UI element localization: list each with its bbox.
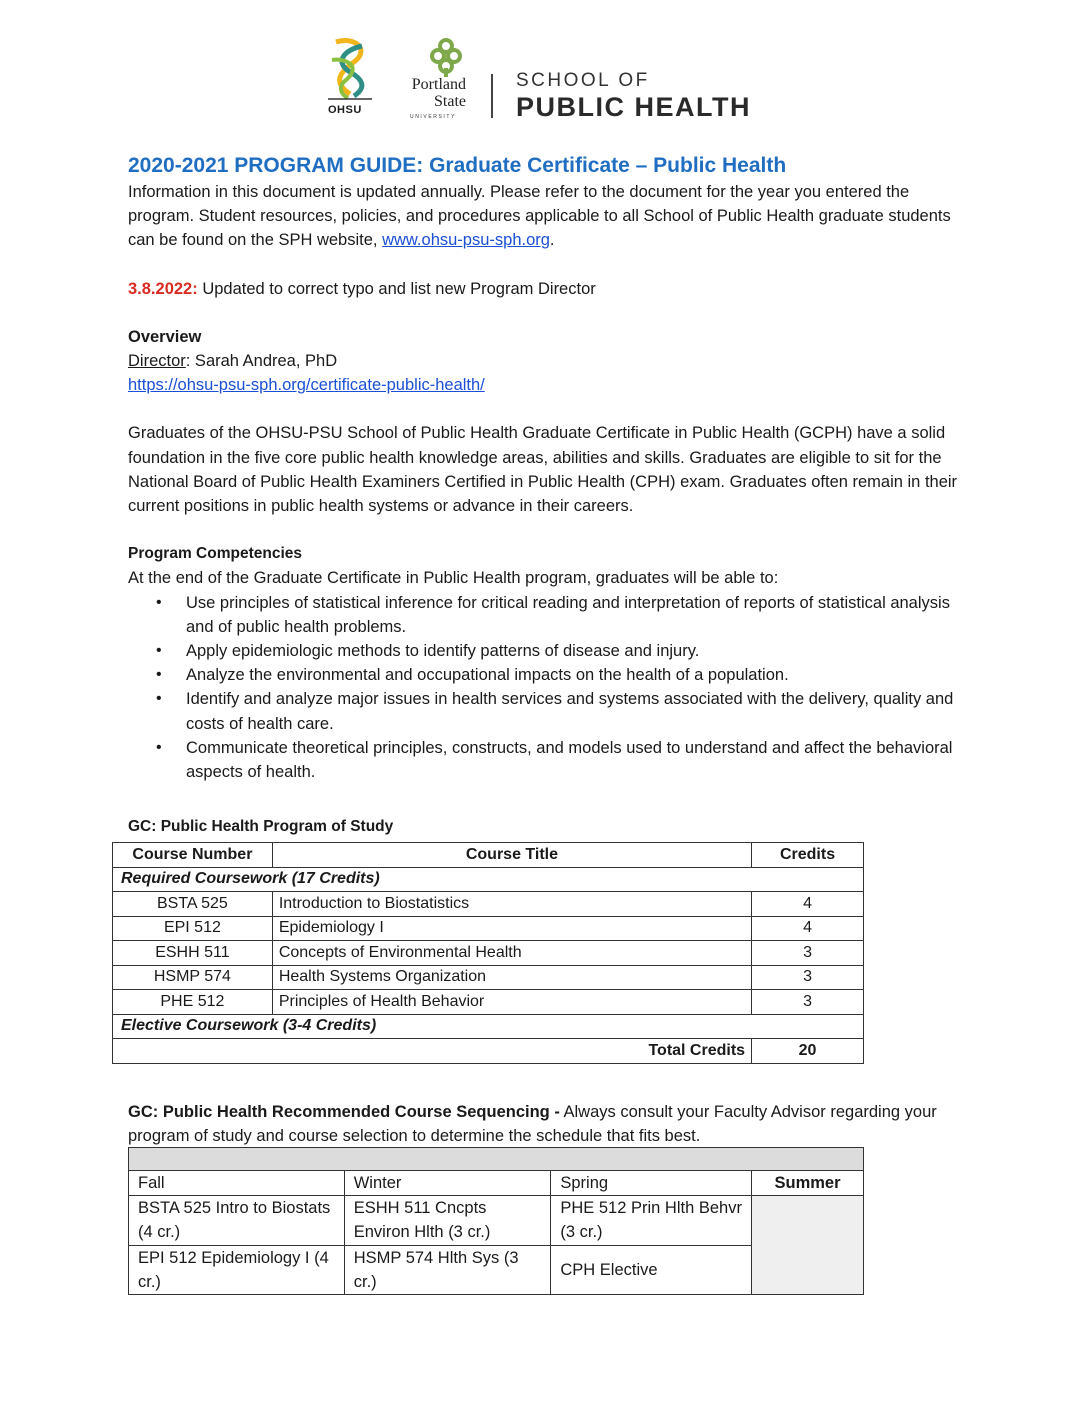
intro-paragraph: Information in this document is updated annually. Please refer to the document for the year you entered the program. Student resources, policies, and procedures applicable to all School of Public Health graduate students can be found on the SPH website, www.ohsu-psu-sph.org. bbox=[128, 183, 951, 250]
competencies-list bbox=[128, 591, 968, 785]
terms-row bbox=[129, 1171, 864, 1196]
total-row bbox=[113, 1039, 864, 1064]
list-item: • Analyze the environmental and occupational impacts on the health of a population. bbox=[186, 663, 968, 687]
header-credits: Credits bbox=[752, 843, 864, 868]
term-summer: Summer bbox=[752, 1171, 864, 1196]
list-item: • Use principles of statistical inference for critical reading and interpretation of reports of statistical analysis and of public health problems. bbox=[186, 591, 968, 639]
table-row: BSTA 525 Intro to Biostats (4 cr.) ESHH 511 Cncpts Environ Hlth (3 cr.) PHE 512 Prin Hlth Behvr (3 cr.) bbox=[129, 1196, 864, 1245]
term-winter: Winter bbox=[344, 1171, 551, 1196]
director-line bbox=[128, 349, 968, 373]
overview-paragraph: Graduates of the OHSU-PSU School of Public Health Graduate Certificate in Public Health (GCPH) have a solid foundation in the five core public health knowledge areas, abilities and skills. Graduates are eligible to sit for the National Board of Public Health Examiners Certified in Public Health (CPH) exam. Graduates often remain in their current positions in public health systems or advance in their careers. bbox=[128, 424, 958, 516]
program-of-study-table bbox=[112, 842, 864, 1064]
sequencing-title: GC: Public Health Recommended Course Sequencing - Always consult your Faculty Advisor regarding your program of study and course selection to determine the schedule that fits best. bbox=[128, 1103, 937, 1146]
list-item: • Apply epidemiologic methods to identify patterns of disease and injury. bbox=[186, 639, 968, 663]
psu-university-text: UNIVERSITY bbox=[410, 114, 457, 120]
term-fall: Fall bbox=[129, 1171, 345, 1196]
update-note: 3.8.2022: Updated to correct typo and list new Program Director bbox=[128, 279, 596, 298]
header-logos bbox=[326, 36, 766, 124]
logo-divider bbox=[491, 74, 493, 118]
table-header-row bbox=[113, 843, 864, 868]
total-value: 20 bbox=[752, 1039, 864, 1064]
school-name-line2: PUBLIC HEALTH bbox=[516, 92, 751, 122]
table-row: HSMP 574 Health Systems Organization 3 bbox=[113, 965, 864, 990]
update-date: 3.8.2022: bbox=[128, 279, 198, 298]
program-url-link[interactable]: https://ohsu-psu-sph.org/certificate-public-health/ bbox=[128, 376, 485, 395]
term-spring: Spring bbox=[551, 1171, 752, 1196]
table-row: EPI 512 Epidemiology I (4 cr.) HSMP 574 Hlth Sys (3 cr.) CPH Elective bbox=[129, 1245, 864, 1294]
sph-website-link[interactable]: www.ohsu-psu-sph.org bbox=[382, 231, 550, 250]
elective-section-row: Elective Coursework (3-4 Credits) bbox=[113, 1014, 864, 1039]
competencies-intro: At the end of the Graduate Certificate in Public Health program, graduates will be able to: bbox=[128, 569, 779, 588]
table-row: BSTA 525 Introduction to Biostatistics 4 bbox=[113, 892, 864, 917]
psu-logo-icon bbox=[428, 38, 464, 78]
sequencing-shaded-row bbox=[129, 1148, 864, 1171]
page-title: 2020-2021 PROGRAM GUIDE: Graduate Certificate – Public Health bbox=[128, 154, 787, 177]
study-table-title: GC: Public Health Program of Study bbox=[128, 818, 394, 835]
director-label: Director bbox=[128, 352, 186, 371]
document-body bbox=[128, 152, 968, 784]
table-row: ESHH 511 Concepts of Environmental Health 3 bbox=[113, 941, 864, 966]
total-label: Total Credits bbox=[113, 1039, 752, 1064]
competencies-heading: Program Competencies bbox=[128, 545, 302, 563]
list-item: • Identify and analyze major issues in health services and systems associated with the delivery, quality and costs of health care. bbox=[186, 687, 968, 735]
required-section-row: Required Coursework (17 Credits) bbox=[113, 867, 864, 892]
overview-heading: Overview bbox=[128, 327, 202, 346]
header-course-title: Course Title bbox=[272, 843, 751, 868]
course-sequencing-table bbox=[128, 1147, 864, 1295]
school-name-line1: SCHOOL OF bbox=[516, 70, 650, 91]
list-item: • Communicate theoretical principles, constructs, and models used to understand and affect the behavioral aspects of health. bbox=[186, 736, 968, 784]
table-row: EPI 512 Epidemiology I 4 bbox=[113, 916, 864, 941]
summer-empty-cell bbox=[752, 1196, 864, 1295]
table-row: PHE 512 Principles of Health Behavior 3 bbox=[113, 990, 864, 1015]
psu-logo-text: Portland State bbox=[411, 76, 466, 110]
director-name: : Sarah Andrea, PhD bbox=[185, 352, 338, 371]
header-course-number: Course Number bbox=[113, 843, 273, 868]
ohsu-logo-icon bbox=[326, 36, 374, 100]
ohsu-logo-text: OHSU bbox=[328, 104, 362, 116]
